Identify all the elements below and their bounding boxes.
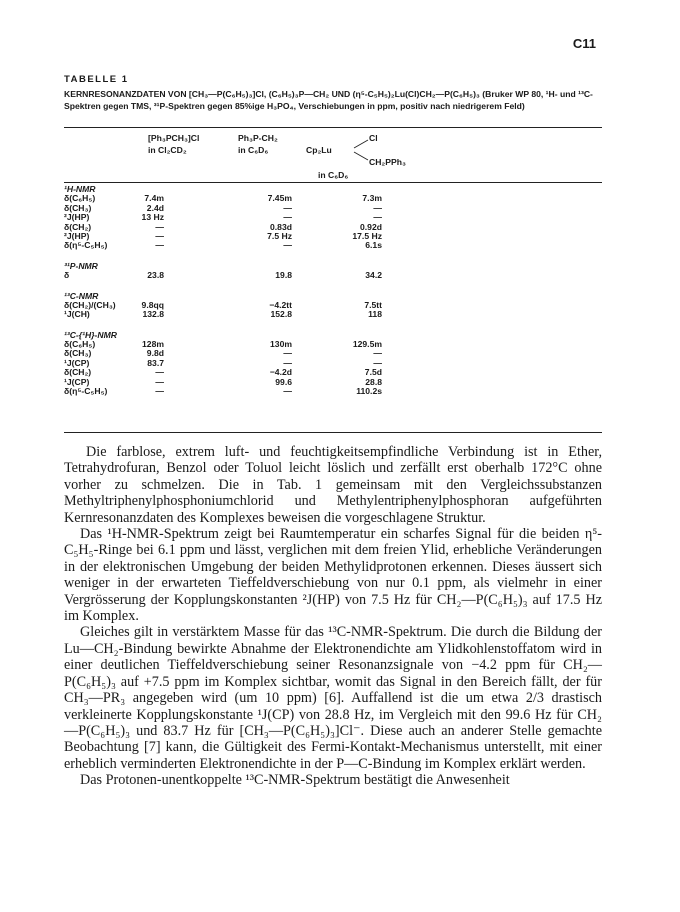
cell-ph3pch2: 99.6 [275,376,292,387]
table-top-rule [64,127,602,128]
cell-ph3pch2: — [283,202,292,213]
cell-ph3pch2: — [283,348,292,359]
row-label: δ(CH₂) [64,221,92,232]
cell-ph3pch3cl: 13 Hz [141,212,164,223]
cell-ph3pch3cl: 7.4m [144,193,164,204]
table-bottom-rule [64,432,602,433]
cell-complex: 34.2 [365,270,382,281]
col2-header [238,132,278,156]
cell-ph3pch3cl: 132.8 [142,309,164,320]
cell-complex: 7.5d [364,367,382,378]
table-caption: KERNRESONANZDATEN VON [CH₃—P(C₆H₅)₃]Cl, (C₆H₅)₃P—CH₂ UND (η⁵-C₅H₅)₂Lu(Cl)CH₂—P(C₆H₅)₃ (Bruker WP 80, ¹H- und ¹³C-Spektren gegen TMS, ³¹P-Spektren gegen 85%ige H₃PO₄, Verschiebungen in ppm, positiv nach niedrigerem Feld) [64,89,593,111]
paragraph: Das ¹H-NMR-Spektrum zeigt bei Raumtemperatur ein scharfes Signal für die beiden η⁵-C₅H₅-Ringe bei 6.1 ppm und lässt, verglichen mit dem freien Ylid, erhebliche Veränderungen in der elektronischen Umgebung der beiden Methylidprotonen erkennen. Dieses äussert sich weniger in der erwarteten Tieffeldverschiebung von nur 0.1 ppm, als vielmehr in einer Vergrösserung der Kopplungskonstanten ²J(HP) von 7.5 Hz für CH₂—P(C₆H₅)₃ auf 17.5 Hz im Komplex. [64,526,602,625]
cell-ph3pch3cl: — [155,240,164,251]
cell-ph3pch2: — [283,240,292,251]
cell-ph3pch2: 7.5 Hz [267,230,292,241]
page-number: C11 [572,36,596,51]
cell-complex: 17.5 Hz [352,230,382,241]
col1-compound: [Ph₃PCH₃]Cl [148,133,200,143]
cell-complex: — [373,202,382,213]
col2-solvent: in C₆D₆ [238,145,269,155]
cell-ph3pch3cl: 23.8 [147,270,164,281]
row-label: ²J(HP) [64,230,90,241]
cell-ph3pch3cl: — [155,367,164,378]
cell-ph3pch2: −4.2d [269,367,292,378]
cell-complex: 28.8 [365,376,382,387]
paragraph: Gleiches gilt in verstärktem Masse für das ¹³C-NMR-Spektrum. Die durch die Bildung der Lu—CH₂-Bindung bewirkte Abnahme der Elektronendichte am Ylidkohlenstoffatom wird in einer deutlichen Tieffeldverschiebung seiner Resonanzsignale von −4.2 ppm für CH₂—P(C₆H₅)₃ auf +7.5 ppm im Komplex sichtbar, womit das Signal in den Bereich fällt, der für CH₃—PR₃ angegeben wird (um 10 ppm) [6]. Auffallend ist die um etwa 2/3 drastisch verkleinerte Kopplungskonstante ¹J(CP) von 28.8 Hz, im Vergleich mit den 99.6 Hz für CH₂—P(C₆H₅)₃ und 83.7 Hz für [CH₃—P(C₆H₅)₃]Cl⁻. Diese auch an anderer Stelle gemachte Beobachtung [7] kann, die Gültigkeit des Fermi-Kontakt-Mechanismus unterstellt, mit einer erheblich verminderten Elektronendichte in der P—C-Bindung im Komplex erklärt werden. [64,624,602,772]
cell-ph3pch2: — [283,386,292,397]
row-label: ¹H-NMR [64,184,96,194]
row-label: ¹³C-NMR [64,290,99,301]
table-label: TABELLE 1 [64,74,129,85]
cell-ph3pch2: 130m [270,339,292,350]
col2-compound: Ph₃P-CH₂ [238,133,278,143]
cell-complex: 129.5m [352,339,382,350]
cell-complex: 7.3m [362,193,382,204]
cell-ph3pch2: — [283,357,292,368]
row-label: δ(CH₃) [64,348,92,359]
row-label: δ(C₆H₅) [64,339,96,350]
row-label: ²J(HP) [64,212,90,223]
row-label: δ(CH₃) [64,202,92,213]
cell-complex: — [373,212,382,223]
row-label: δ(CH₂)/(CH₃) [64,299,116,310]
cell-ph3pch3cl: — [155,386,164,397]
paragraph: Das Protonen-unentkoppelte ¹³C-NMR-Spektrum bestätigt die Anwesenheit [80,772,510,789]
cell-ph3pch3cl: — [155,376,164,387]
col3-header-structure [306,132,436,180]
cell-complex: — [373,357,382,368]
cell-complex: 0.92d [360,221,382,232]
cell-ph3pch2: 7.45m [267,193,292,204]
ch2pph3-label: CH₂PPh₃ [369,157,406,167]
cell-ph3pch3cl: 128m [142,339,164,350]
col1-header [148,132,199,156]
cell-ph3pch2: −4.2tt [269,299,292,310]
cell-complex: 7.5tt [364,299,382,310]
col1-solvent: in Cl₂CD₂ [148,145,187,155]
cell-complex: 110.2s [356,386,382,397]
cell-complex: 118 [368,309,382,320]
cell-ph3pch3cl: 9.8qq [141,299,164,310]
cell-complex: — [373,348,382,359]
cell-ph3pch3cl: 9.8d [146,348,164,359]
row-label: ³¹P-NMR [64,260,98,271]
cell-ph3pch3cl: — [155,221,164,232]
row-label: ¹J(CP) [64,376,90,387]
row-label: δ [64,270,70,281]
row-label: δ(η⁵-C₅H₅) [64,386,108,397]
row-label: ¹J(CH) [64,309,90,320]
cp2lu-label: Cp₂Lu [306,145,332,155]
cell-ph3pch2: 152.8 [270,309,292,320]
row-label: δ(CH₂) [64,367,92,378]
row-label: δ(η⁵-C₅H₅) [64,240,108,251]
cell-ph3pch3cl: 83.7 [147,357,164,368]
row-label: ¹³C-{¹H}-NMR [64,329,117,340]
col3-solvent: in C₆D₆ [318,170,349,180]
cell-ph3pch3cl: 2.4d [146,202,164,213]
cell-complex: 6.1s [365,240,382,251]
row-label: δ(C₆H₅) [64,193,96,204]
cell-ph3pch3cl: — [155,230,164,241]
cell-ph3pch2: — [283,212,292,223]
cell-ph3pch2: 19.8 [275,270,292,281]
row-label: ¹J(CP) [64,357,90,368]
cl-label: Cl [369,133,378,143]
body-text [64,444,602,789]
table-header-rule [64,182,602,183]
cell-ph3pch2: 0.83d [270,221,292,232]
paragraph: Die farblose, extrem luft- und feuchtigkeitsempfindliche Verbindung ist in Ether, Tetrahydrofuran, Benzol oder Toluol leicht löslich und zerfällt erst oberhalb 172°C ohne vorher zu schmelzen. Die in Tab. 1 gemeinsam mit den Vergleichssubstanzen Methyltriphenylphosphoniumchlorid und Methylentriphenylphosphoran aufgeführten Kernresonanzdaten des Komplexes beweisen die vorgeschlagene Struktur. [64,444,602,526]
